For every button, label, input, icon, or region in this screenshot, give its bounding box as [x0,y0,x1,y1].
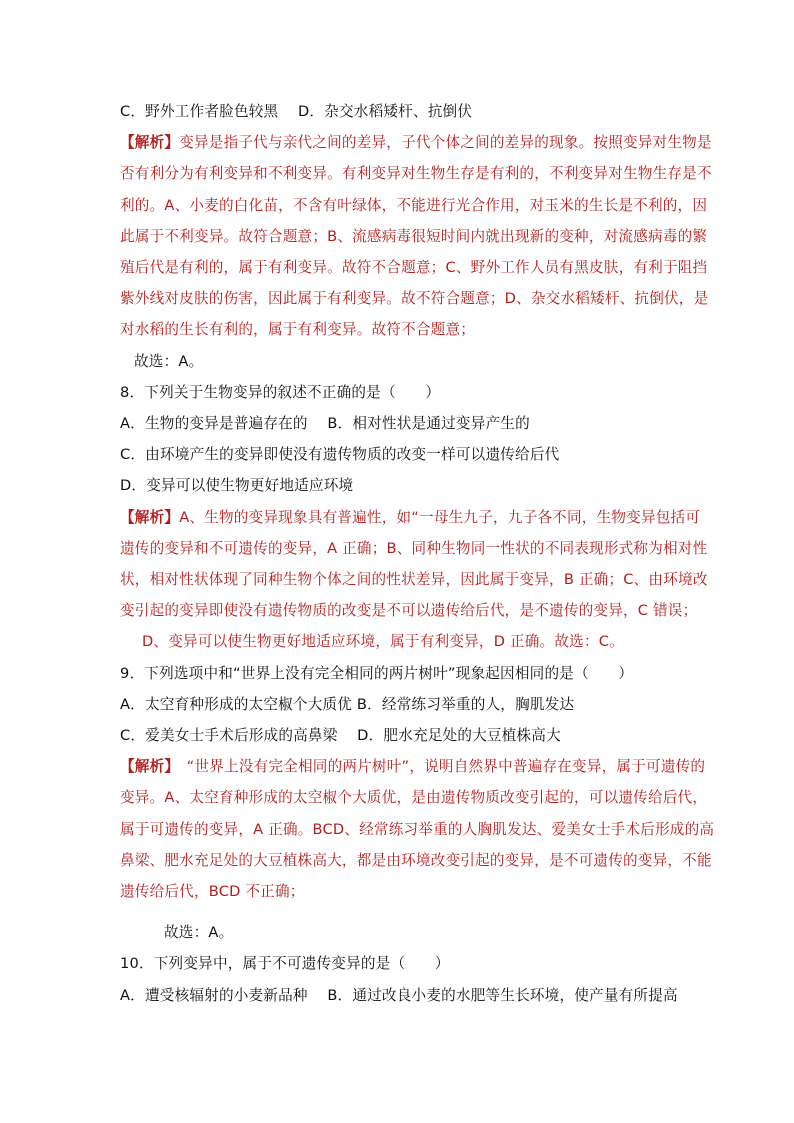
analysis-line: 遗传的变异和不可遗传的变异，A 正确；B、同种生物同一性状的不同表现形式称为相对性 [120,539,708,557]
analysis-text: 变异是指子代与亲代之间的差异，子代个体之间的差异的现象。按照变异对生物是 [179,134,712,152]
analysis-line: 变异。A、太空育种形成的太空椒个大质优，是由遗传物质改变引起的，可以遗传给后代， [120,789,708,807]
analysis-line [120,751,706,782]
analysis-tag: 【解析】 [120,508,180,526]
analysis-line: D、变异可以使生物更好地适应环境，属于有利变异，D 正确。故选：C。 [142,633,624,651]
analysis-text: “世界上没有完全相同的两片树叶”，说明自然界中普遍存在变异，属于可遗传的 [171,758,706,776]
answer-line: 故选：A。 [164,924,234,942]
answer-line: 故选：A。 [134,352,204,370]
answer-options: D．变异可以使生物更好地适应环境 [120,477,354,495]
question-stem: 8．下列关于生物变异的叙述不正确的是（ ） [120,383,441,401]
answer-options: C．爱美女士手术后形成的高鼻梁 D．肥水充足处的大豆植株高大 [120,727,561,745]
answer-options: C．由环境产生的变异即使没有遗传物质的改变一样可以遗传给后代 [120,446,560,464]
answer-options: C．野外工作者脸色较黑 D．杂交水稻矮杆、抗倒伏 [120,103,473,120]
analysis-line: 紫外线对皮肤的伤害，因此属于有利变异。故不符合题意；D、杂交水稻矮杆、抗倒伏，是 [120,290,709,308]
analysis-line: 状，相对性状体现了同种生物个体之间的性状差异，因此属于变异，B 正确；C、由环境改 [120,571,708,589]
question-stem: 9．下列选项中和“世界上没有完全相同的两片树叶”现象起因相同的是（ ） [120,664,634,682]
document-body [120,96,715,1011]
analysis-tag: 【解析】 [120,758,172,776]
analysis-line: 利的。A、小麦的白化苗，不含有叶绿体，不能进行光合作用，对玉米的生长是不利的，因 [120,196,708,214]
analysis-line: 殖后代是有利的，属于有利变异。故符不合题意；C、野外工作人员有黑皮肤，有利于阻挡 [120,259,708,277]
spacer [120,907,674,917]
analysis-line [120,502,701,533]
answer-options: A．遭受核辐射的小麦新品种 B．通过改良小麦的水肥等生长环境，使产量有所提高 [120,986,678,1004]
answer-options: A．生物的变异是普遍存在的 B．相对性状是通过变异产生的 [120,415,530,433]
answer-options: A．太空育种形成的太空椒个大质优 B．经常练习举重的人，胸肌发达 [120,695,575,713]
analysis-tag: 【解析】 [120,134,180,152]
analysis-line: 鼻梁、肥水充足处的大豆植株高大，都是由环境改变引起的变异，是不可遗传的变异，不能 [120,851,712,869]
analysis-line [120,127,712,158]
analysis-line: 否有利分为有利变异和不利变异。有利变异对生物生存是有利的，不利变异对生物生存是不 [120,165,712,183]
question-stem: 10．下列变异中，属于不可遗传变异的是（ ） [120,955,450,973]
analysis-line: 变引起的变异即使没有遗传物质的改变是不可以遗传给后代，是不遗传的变异，C 错误； [120,602,698,620]
analysis-line: 属于可遗传的变异，A 正确。BCD、经常练习举重的人胸肌发达、爱美女士手术后形成的高 [120,820,715,838]
analysis-line: 对水稻的生长有利的，属于有利变异。故符不合题意； [120,321,476,339]
analysis-line: 此属于不利变异。故符合题意；B、流感病毒很短时间内就出现新的变种，对流感病毒的繁 [120,227,708,245]
analysis-text: A、生物的变异现象具有普遍性，如“一母生九子，九子各不同，生物变异包括可 [179,508,701,526]
analysis-line: 遗传给后代，BCD 不正确； [120,883,305,901]
